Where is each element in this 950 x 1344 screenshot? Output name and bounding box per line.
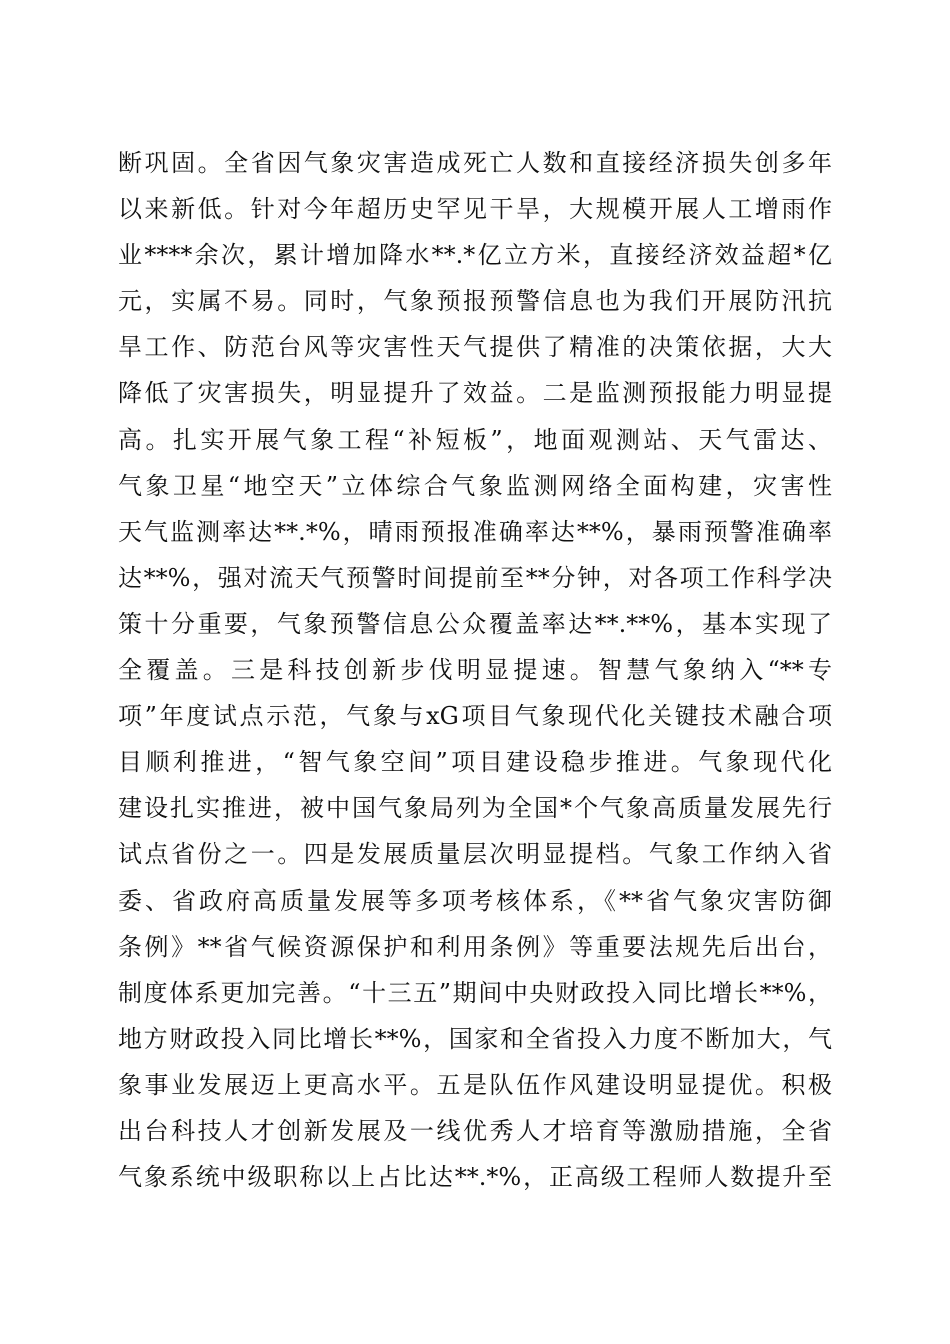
body-paragraph <box>118 140 832 1200</box>
text-line: 降低了灾害损失，明显提升了效益。二是监测预报能力明显提 <box>118 379 832 408</box>
text-line: 断巩固。全省因气象灾害造成死亡人数和直接经济损失创多年 <box>118 149 832 177</box>
text-line: 策十分重要，气象预警信息公众覆盖率达**.**%，基本实现了 <box>118 609 832 638</box>
text-line: 全覆盖。三是科技创新步伐明显提速。智慧气象纳入“**专 <box>118 656 832 685</box>
text-line: 地方财政投入同比增长**%，国家和全省投入力度不断加大，气 <box>118 1024 832 1053</box>
text-line: 业****余次，累计增加降水**.*亿立方米，直接经济效益超*亿 <box>118 241 832 270</box>
text-line: 天气监测率达**.*%，晴雨预报准确率达**%，暴雨预警准确率 <box>118 517 832 546</box>
text-line: 项”年度试点示范，气象与xG项目气象现代化关键技术融合项 <box>118 702 832 731</box>
text-line: 试点省份之一。四是发展质量层次明显提档。气象工作纳入省 <box>118 840 832 869</box>
text-line: 元，实属不易。同时，气象预报预警信息也为我们开展防汛抗 <box>118 287 832 316</box>
text-line: 气象卫星“地空天”立体综合气象监测网络全面构建，灾害性 <box>118 471 832 500</box>
text-line: 委、省政府高质量发展等多项考核体系，《**省气象灾害防御 <box>118 886 832 915</box>
text-line: 气象系统中级职称以上占比达**.*%，正高级工程师人数提升至 <box>118 1163 832 1192</box>
text-line: 条例》**省气候资源保护和利用条例》等重要法规先后出台， <box>118 932 832 961</box>
text-line: 以来新低。针对今年超历史罕见干旱，大规模开展人工增雨作 <box>118 195 832 224</box>
text-line: 出台科技人才创新发展及一线优秀人才培育等激励措施，全省 <box>118 1116 832 1145</box>
text-line: 建设扎实推进，被中国气象局列为全国*个气象高质量发展先行 <box>118 794 832 823</box>
text-line: 达**%，强对流天气预警时间提前至**分钟，对各项工作科学决 <box>118 563 832 592</box>
text-line: 高。扎实开展气象工程“补短板”，地面观测站、天气雷达、 <box>118 425 832 454</box>
text-line: 旱工作、防范台风等灾害性天气提供了精准的决策依据，大大 <box>118 333 832 362</box>
text-line: 制度体系更加完善。“十三五”期间中央财政投入同比增长**%， <box>118 978 832 1007</box>
text-line: 目顺利推进，“智气象空间”项目建设稳步推进。气象现代化 <box>118 748 832 777</box>
text-line: 象事业发展迈上更高水平。五是队伍作风建设明显提优。积极 <box>118 1070 832 1099</box>
